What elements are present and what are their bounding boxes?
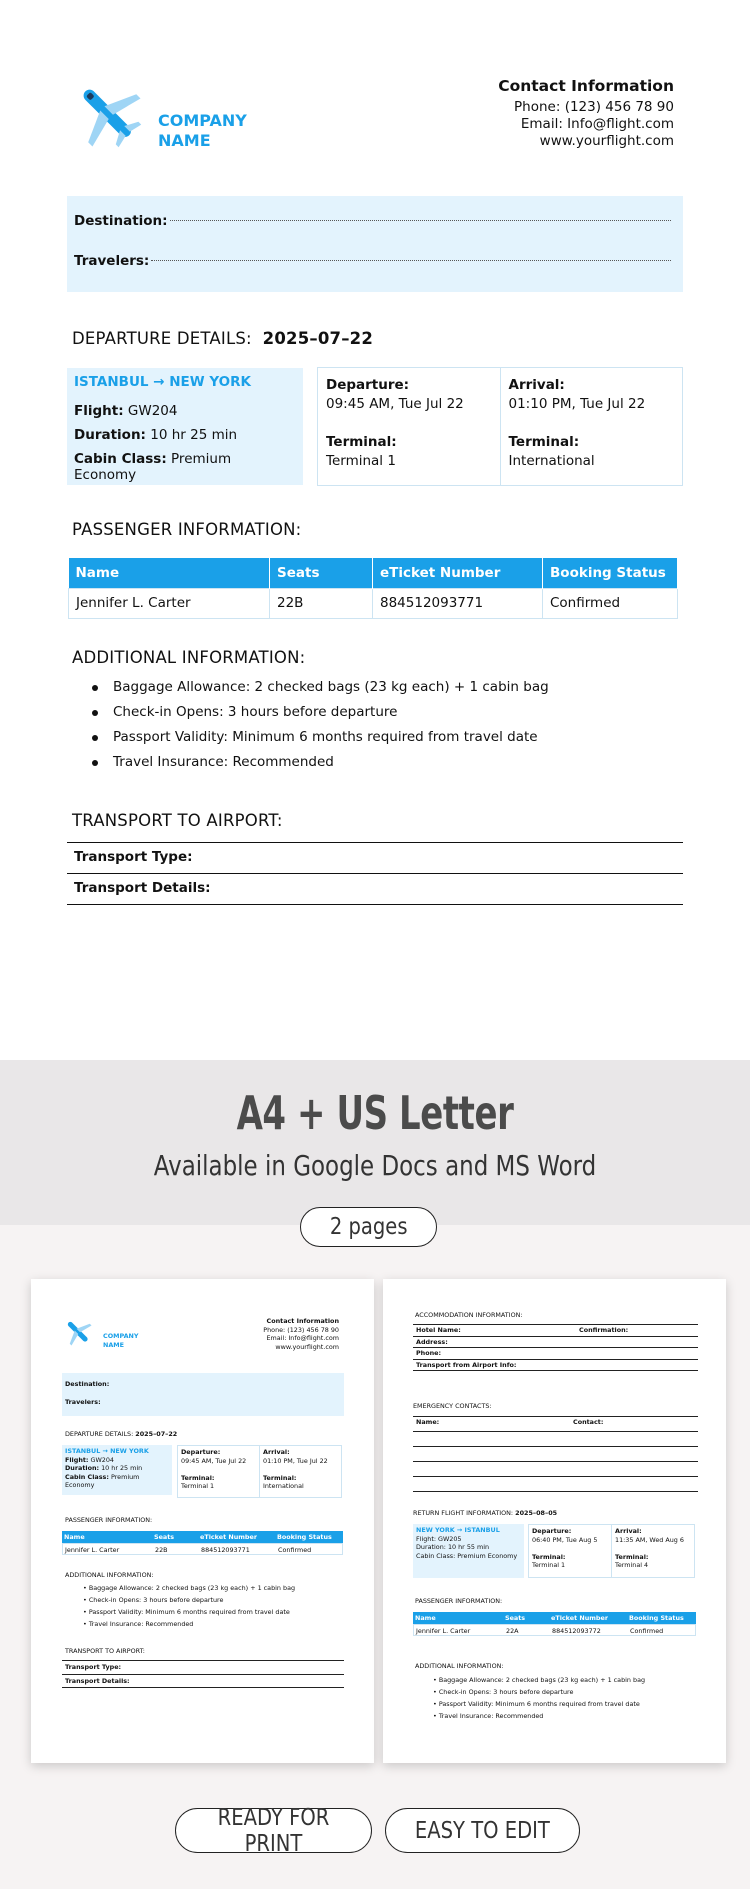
promo-subtitle: Available in Google Docs and MS Word (153, 1149, 597, 1182)
arrival-cell: Arrival: 01:10 PM, Tue Jul 22 Terminal: International (500, 368, 683, 485)
contact-website: www.yourflight.com (539, 133, 674, 149)
list-item: Passport Validity: Minimum 6 months required from travel date (71, 725, 549, 750)
route-label: ISTANBUL → NEW YORK (74, 374, 251, 390)
departure-heading: DEPARTURE DETAILS: 2025–07–22 (72, 329, 374, 348)
table-row: Jennifer L. Carter 22B 884512093771 Confirmed (69, 588, 678, 618)
departure-cell: Departure: 09:45 AM, Tue Jul 22 Terminal: Terminal 1 (326, 377, 464, 469)
pages-badge: 2 pages (300, 1207, 437, 1247)
list-item: Travel Insurance: Recommended (71, 750, 549, 775)
passenger-table (68, 558, 678, 619)
cabin-class: Cabin Class: Premium Economy (74, 451, 232, 483)
travelers-field[interactable]: Travelers: (74, 253, 671, 269)
departure-date: 2025–07–22 (262, 329, 374, 348)
company-name: COMPANY NAME (158, 111, 247, 150)
contact-heading: Contact Information (498, 77, 674, 95)
flight-number: Flight: GW204 (74, 403, 178, 419)
list-item: Check-in Opens: 3 hours before departure (71, 700, 549, 725)
additional-heading: ADDITIONAL INFORMATION: (72, 648, 306, 667)
destination-field[interactable]: Destination: (74, 213, 671, 229)
airplane-icon (72, 78, 144, 150)
contact-email: Email: Info@flight.com (520, 116, 674, 132)
contact-block (414, 77, 674, 150)
flight-duration: Duration: 10 hr 25 min (74, 427, 238, 443)
preview-page-2[interactable]: ACCOMMODATION INFORMATION: Hotel Name: Confirmation: Address: Phone: Transport from Airport Info: EMERGENCY CONTACTS: Name: Contact: RETURN FLIGHT INFORMATION: 2025–08–05 NEW YORK → ISTANBUL Flight: GW205 Duration: 10 hr 55 min Cabin Class: Premium Economy Departure: 06:40 PM, Tue Aug 5 Terminal: Terminal 1 Arrival: 11:35 AM, Wed Aug 6 Terminal: Terminal 4 PASSENGER INFORMATION: Name Seats eTicket Number Booking Status Jennifer L. Carter 22A 884512093772 Confirmed ADDITIONAL INFORMATION: • Baggage Allowance: 2 checked bags (23 kg each) + 1 cabin bag • Check-in Opens: 3 hours before departure • Passport Validity: Minimum 6 months required from travel date • Travel Insurance: Recommended (383, 1279, 726, 1763)
transport-type-field[interactable]: Transport Type: (67, 842, 683, 873)
preview-area (0, 1214, 750, 1889)
transport-details-field[interactable]: Transport Details: (67, 873, 683, 904)
preview-page-1[interactable]: COMPANY NAME Contact Information Phone: (123) 456 78 90 Email: Info@flight.com www.yourflight.com Destination: Travelers: DEPARTURE DETAILS: 2025–07–22 ISTANBUL → NEW YORK Flight: GW204 Duration: 10 hr 25 min Cabin Class: Premium Economy Departure: 09:45 AM, Tue Jul 22 Terminal: Terminal 1 Arrival: 01:10 PM, Tue Jul 22 Terminal: International PASSENGER INFORMATION: Name Seats eTicket Number Booking Status Jennifer L. Carter 22B 884512093771 Confirmed ADDITIONAL INFORMATION: • Baggage Allowance: 2 checked bags (23 kg each) + 1 cabin bag • Check-in Opens: 3 hours before departure • Passport Validity: Minimum 6 months required from travel date • Travel Insurance: Recommended TRANSPORT TO AIRPORT: Transport Type: Transport Details: (31, 1279, 374, 1763)
promo-title: A4 + US Letter (236, 1086, 514, 1140)
passenger-heading: PASSENGER INFORMATION: (72, 520, 302, 539)
times-box (317, 367, 683, 486)
list-item: Baggage Allowance: 2 checked bags (23 kg each) + 1 cabin bag (71, 675, 549, 700)
promo-band (0, 1060, 750, 1225)
table-header: Name Seats eTicket Number Booking Status (69, 558, 678, 588)
route-box (67, 368, 303, 485)
easy-to-edit-badge: EASY TO EDIT (385, 1808, 580, 1853)
trip-summary-box (67, 196, 683, 292)
contact-phone: Phone: (123) 456 78 90 (514, 99, 674, 115)
ready-for-print-badge: READY FOR PRINT (175, 1808, 372, 1853)
additional-list (71, 675, 549, 775)
airplane-icon (63, 1317, 93, 1347)
transport-heading: TRANSPORT TO AIRPORT: (72, 811, 283, 830)
transport-table (67, 842, 683, 905)
